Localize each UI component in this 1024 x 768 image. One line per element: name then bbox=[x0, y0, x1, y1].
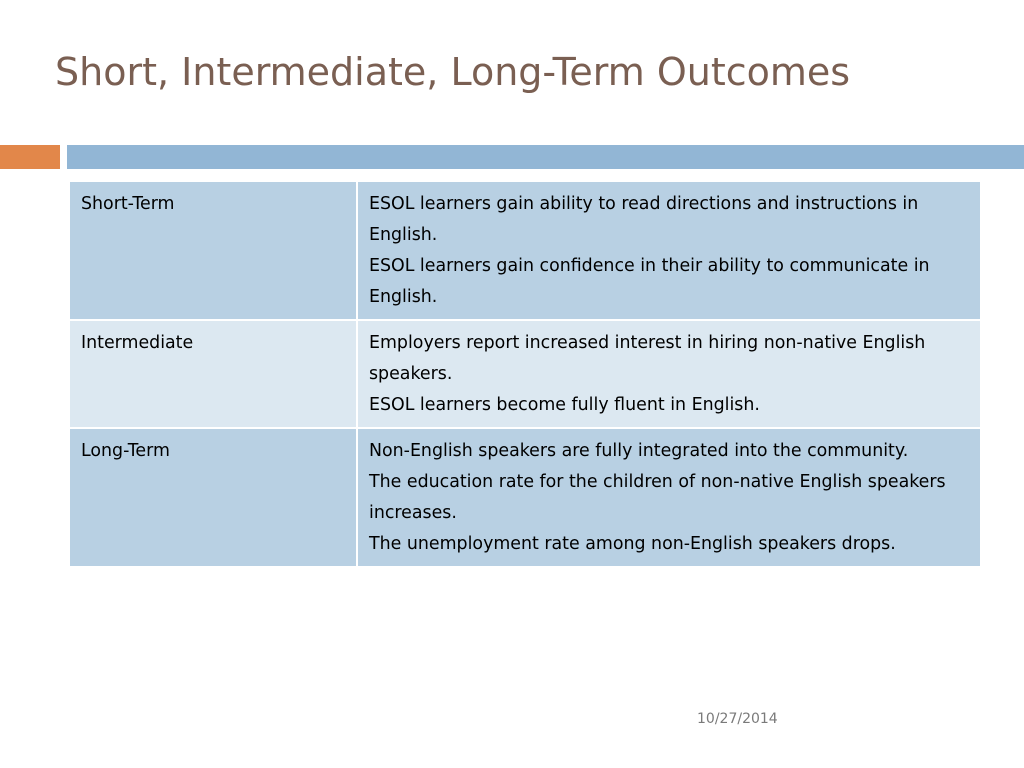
term-cell: Short-Term bbox=[69, 181, 357, 320]
outcome-line: The education rate for the children of non-native English speakers increases. bbox=[369, 472, 946, 523]
slide-title: Short, Intermediate, Long-Term Outcomes bbox=[55, 50, 851, 94]
outcome-line: ESOL learners gain ability to read directions and instructions in English. bbox=[369, 194, 919, 245]
outcomes-cell bbox=[357, 428, 981, 567]
table-row-intermediate bbox=[69, 320, 981, 428]
table-row-short-term bbox=[69, 181, 981, 320]
accent-bar-orange bbox=[0, 145, 60, 169]
outcome-line: ESOL learners become fully fluent in English. bbox=[369, 395, 760, 415]
outcomes-table bbox=[68, 180, 982, 568]
outcome-line: Non-English speakers are fully integrated into the community. bbox=[369, 441, 909, 461]
outcome-line: Employers report increased interest in hiring non-native English speakers. bbox=[369, 333, 926, 384]
accent-bar-blue bbox=[67, 145, 1024, 169]
outcome-line: ESOL learners gain confidence in their ability to communicate in English. bbox=[369, 256, 930, 307]
outcome-line: The unemployment rate among non-English speakers drops. bbox=[369, 534, 896, 554]
term-cell: Long-Term bbox=[69, 428, 357, 567]
slide-date: 10/27/2014 bbox=[697, 711, 778, 727]
term-cell: Intermediate bbox=[69, 320, 357, 428]
table-row-long-term bbox=[69, 428, 981, 567]
outcomes-cell bbox=[357, 320, 981, 428]
outcomes-cell bbox=[357, 181, 981, 320]
